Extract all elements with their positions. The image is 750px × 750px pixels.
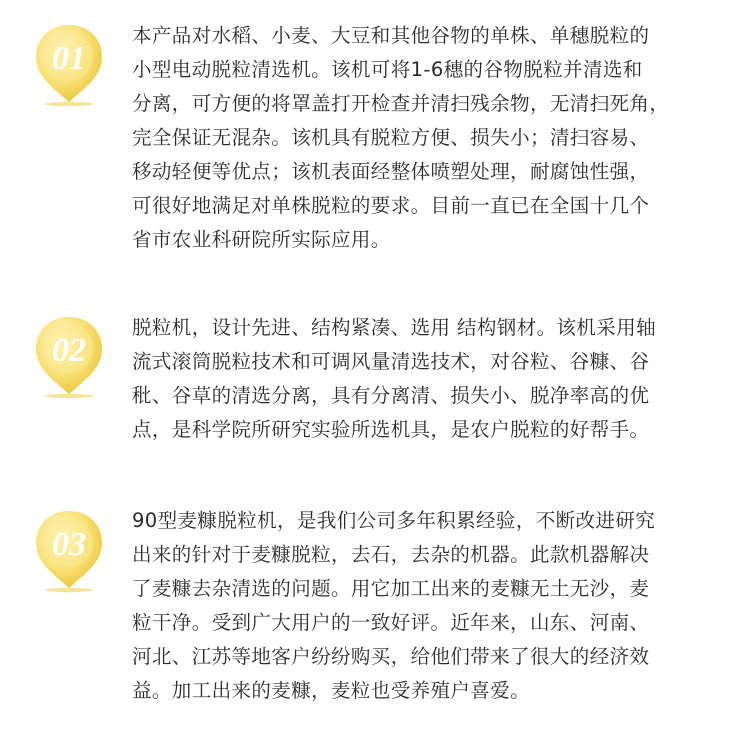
paragraph-line: 可很好地满足对单株脱粒的要求。目前一直已在全国十几个: [132, 194, 650, 217]
paragraph-line: 小型电动脱粒清选机。该机可将1-6穗的谷物脱粒并清选和: [132, 58, 643, 81]
paragraph-line: 分离，可方便的将罩盖打开检查并清扫残余物，无清扫死角，: [132, 92, 670, 115]
paragraph-line: 省市农业科研院所实际应用。: [132, 228, 391, 251]
number-badge-icon: [30, 22, 108, 108]
paragraph-line: 了麦糠去杂清选的问题。用它加工出来的麦糠无土无沙，麦: [132, 577, 650, 600]
badge-number: 02: [52, 332, 86, 369]
paragraph-line: 河北、江苏等地客户纷纷购买，给他们带来了很大的经济效: [132, 645, 650, 668]
paragraph-line: 完全保证无混杂。该机具有脱粒方便、损失小；清扫容易、: [132, 126, 650, 149]
paragraph-line: 出来的针对于麦糠脱粒，去石，去杂的机器。此款机器解决: [132, 543, 650, 566]
paragraph-line: 秕、谷草的清选分离，具有分离清、损失小、脱净率高的优: [132, 384, 650, 407]
paragraph-line: 粒干净。受到广大用户的一致好评。近年来，山东、河南、: [132, 611, 650, 634]
map-pin-badge-icon: [30, 314, 108, 400]
number-badge-icon: [30, 508, 108, 594]
paragraph-line: 点，是科学院所研究实验所选机具，是农户脱粒的好帮手。: [132, 418, 650, 441]
number-badge-icon: [30, 314, 108, 400]
section-paragraph: [132, 504, 732, 708]
paragraph-line: 本产品对水稻、小麦、大豆和其他谷物的单株、单穗脱粒的: [132, 24, 650, 47]
section-paragraph: [132, 19, 732, 257]
badge-number: 01: [52, 40, 86, 77]
map-pin-badge-icon: [30, 22, 108, 108]
paragraph-line: 移动轻便等优点；该机表面经整体喷塑处理，耐腐蚀性强，: [132, 160, 650, 183]
paragraph-line: 益。加工出来的麦糠，麦粒也受养殖户喜爱。: [132, 679, 531, 702]
badge-number: 03: [52, 526, 86, 563]
paragraph-line: 90型麦糠脱粒机，是我们公司多年积累经验，不断改进研究: [132, 509, 656, 532]
section-paragraph: [132, 311, 732, 447]
paragraph-line: 流式滚筒脱粒技术和可调风量清选技术，对谷粒、谷糠、谷: [132, 350, 650, 373]
paragraph-line: 脱粒机，设计先进、结构紧凑、选用 结构钢材。该机采用轴: [132, 316, 656, 339]
map-pin-badge-icon: [30, 508, 108, 594]
